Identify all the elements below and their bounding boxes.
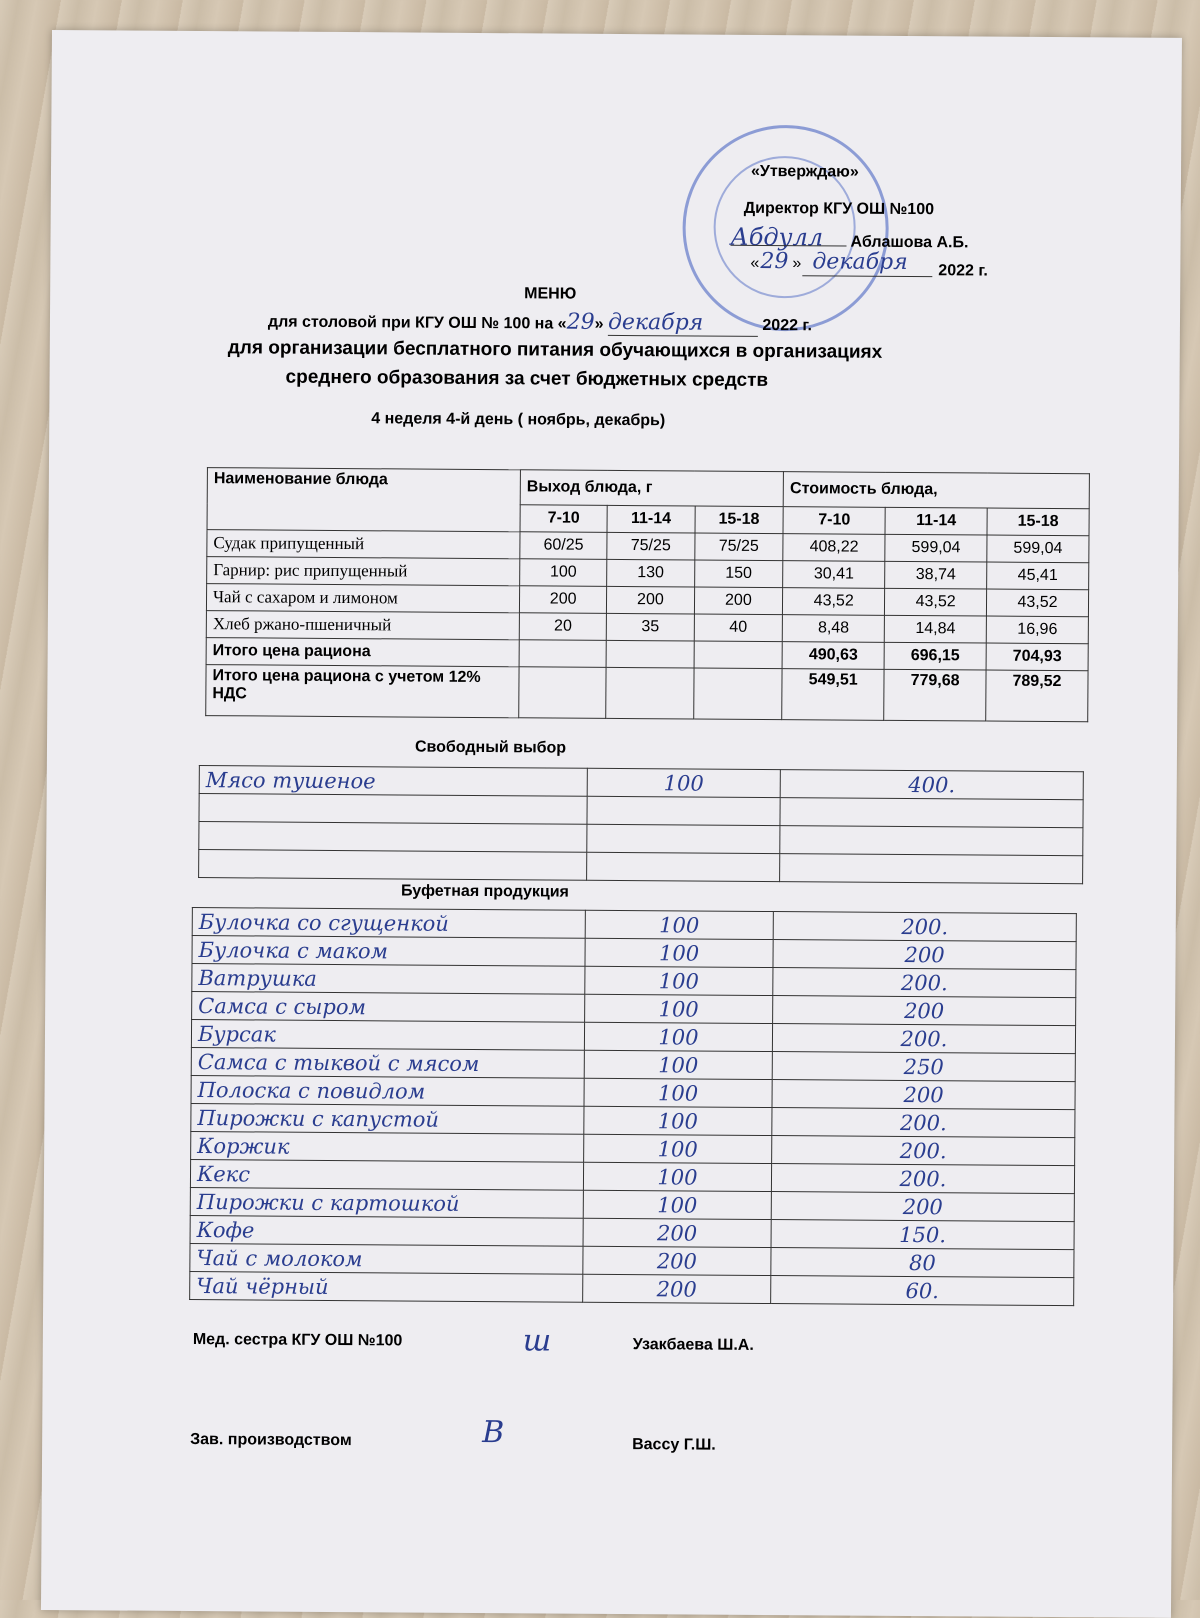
dish-name: Гарнир: рис припущенный	[207, 557, 520, 586]
buffet-item-price: 60.	[771, 1276, 1074, 1306]
cell: 200	[607, 586, 694, 614]
free-item-weight: 100	[587, 768, 780, 797]
buffet-item-weight: 100	[585, 938, 773, 967]
cell: 408,22	[783, 534, 885, 562]
buffet-table	[189, 907, 1077, 1306]
buffet-item-name: Чай с молоком	[190, 1243, 583, 1274]
approval-date-open: «	[750, 254, 760, 272]
buffet-item-name: Самса с тыквой с мясом	[191, 1047, 584, 1078]
approval-day: 29	[760, 248, 789, 275]
cell: 20	[519, 613, 606, 641]
header-line1-mid: »	[594, 315, 604, 333]
col-name-header: Наименование блюда	[207, 468, 520, 532]
cell: 35	[607, 613, 694, 641]
cell: 100	[520, 559, 607, 587]
total-vat-label: Итого цена рациона с учетом 12% НДС	[206, 665, 519, 718]
buffet-item-price: 80	[771, 1248, 1074, 1278]
header-line3: среднего образования за счет бюджетных средств	[285, 366, 769, 392]
buffet-item-price: 200.	[773, 912, 1076, 942]
buffet-item-price: 200.	[772, 1108, 1075, 1138]
buffet-item-price: 250	[772, 1052, 1075, 1082]
approval-position: Директор КГУ ОШ №100	[743, 199, 935, 219]
buffet-item-name: Кофе	[190, 1215, 583, 1246]
total-vat-value: 549,51	[782, 669, 884, 721]
cell: 40	[694, 614, 783, 642]
header-line1	[268, 308, 812, 338]
cell: 43,52	[783, 588, 885, 616]
cell: 75/25	[694, 533, 783, 561]
cell: 60/25	[520, 532, 607, 560]
free-item-price: 400.	[780, 770, 1083, 800]
nurse-label: Мед. сестра КГУ ОШ №100	[192, 1331, 403, 1350]
cell: 16,96	[986, 616, 1088, 644]
header-line4: 4 неделя 4-й день ( ноябрь, декабрь)	[371, 410, 666, 430]
buffet-item-weight: 100	[583, 1190, 771, 1219]
buffet-title: Буфетная продукция	[400, 882, 569, 901]
age-group: 11-14	[885, 507, 987, 535]
buffet-item-weight: 200	[583, 1218, 771, 1247]
buffet-item-price: 200	[773, 996, 1076, 1026]
buffet-item-price: 200.	[773, 968, 1076, 998]
cell: 14,84	[884, 615, 986, 643]
header-line1-prefix: для столовой при КГУ ОШ № 100 на «	[267, 313, 567, 333]
header-day: 29	[566, 309, 595, 335]
table-row	[199, 850, 1083, 884]
header-line2: для организации бесплатного питания обучающихся в организациях	[227, 337, 883, 363]
menu-table	[205, 467, 1090, 722]
cell: 8,48	[782, 615, 884, 643]
total-vat-row	[206, 665, 1088, 722]
approval-date-close: »	[792, 255, 802, 273]
dish-name: Хлеб ржано-пшеничный	[206, 611, 519, 640]
buffet-item-price: 150.	[771, 1220, 1074, 1250]
chef-name: Вассу Г.Ш.	[632, 1436, 716, 1454]
buffet-item-name: Пирожки с капустой	[191, 1103, 584, 1134]
cell: 30,41	[783, 561, 885, 589]
col-cost-header: Стоимость блюда,	[783, 472, 1089, 509]
total-value: 490,63	[782, 642, 884, 670]
total-value: 696,15	[884, 642, 986, 670]
header-month: декабря	[608, 310, 758, 337]
age-group: 7-10	[520, 505, 607, 533]
header-year: 2022 г.	[762, 316, 813, 335]
free-choice-table	[198, 765, 1084, 884]
buffet-item-price: 200	[771, 1192, 1074, 1222]
table-row	[190, 1271, 1074, 1305]
buffet-item-price: 200	[773, 940, 1076, 970]
buffet-item-name: Пирожки с картошкой	[190, 1187, 583, 1218]
cell: 75/25	[607, 532, 694, 560]
cell: 38,74	[885, 561, 987, 589]
free-choice-title: Свободный выбор	[414, 738, 567, 757]
buffet-item-name: Булочка со сгущенкой	[192, 908, 585, 939]
total-vat-value: 779,68	[884, 669, 986, 721]
buffet-item-name: Булочка с маком	[192, 936, 585, 967]
age-group: 15-18	[695, 506, 784, 534]
buffet-item-name: Бурсак	[191, 1019, 584, 1050]
buffet-item-weight: 100	[585, 994, 773, 1023]
dish-name: Судак припущенный	[207, 530, 520, 559]
buffet-item-weight: 100	[585, 966, 773, 995]
buffet-item-price: 200.	[772, 1136, 1075, 1166]
buffet-item-weight: 200	[583, 1274, 771, 1303]
approval-title: «Утверждаю»	[750, 162, 859, 181]
buffet-item-price: 200	[772, 1080, 1075, 1110]
buffet-item-weight: 200	[583, 1246, 771, 1275]
chef-label: Зав. производством	[190, 1430, 352, 1450]
total-label: Итого цена рациона	[206, 638, 519, 667]
total-value: 704,93	[986, 643, 1088, 671]
age-group: 15-18	[987, 508, 1089, 536]
director-signature: Абдулл	[730, 222, 824, 252]
cell: 599,04	[987, 535, 1089, 563]
age-group: 7-10	[783, 507, 885, 535]
buffet-item-price: 200.	[771, 1164, 1074, 1194]
nurse-signature: ш	[522, 1323, 552, 1359]
cell: 43,52	[986, 589, 1088, 617]
buffet-item-weight: 100	[583, 1162, 771, 1191]
dish-name: Чай с сахаром и лимоном	[206, 584, 519, 613]
free-item-name: Мясо тушеное	[199, 766, 587, 797]
cell: 200	[519, 586, 606, 614]
buffet-item-name: Полоска с повидлом	[191, 1075, 584, 1106]
total-vat-value: 789,52	[986, 670, 1088, 722]
cell: 43,52	[885, 588, 987, 616]
buffet-item-name: Ватрушка	[192, 964, 585, 995]
cell: 599,04	[885, 534, 987, 562]
cell: 45,41	[987, 562, 1089, 590]
nurse-name: Узакбаева Ш.А.	[632, 1336, 754, 1354]
buffet-item-weight: 100	[584, 1050, 772, 1079]
menu-document	[41, 30, 1182, 1618]
approval-month: декабря	[812, 249, 908, 275]
age-group: 11-14	[607, 505, 694, 533]
buffet-item-weight: 100	[584, 1078, 772, 1107]
buffet-item-name: Коржик	[191, 1131, 584, 1162]
buffet-item-weight: 100	[584, 1134, 772, 1163]
buffet-item-price: 200.	[772, 1024, 1075, 1054]
buffet-item-name: Чай чёрный	[190, 1271, 583, 1302]
approval-year: 2022 г.	[938, 262, 988, 280]
col-yield-header: Выход блюда, г	[520, 470, 783, 507]
cell: 150	[694, 560, 783, 588]
table-header-row	[207, 468, 1089, 509]
buffet-item-weight: 100	[584, 1106, 772, 1135]
cell: 200	[694, 587, 783, 615]
buffet-item-name: Кекс	[190, 1159, 583, 1190]
approval-name: Аблашова А.Б.	[850, 233, 969, 252]
buffet-item-weight: 100	[584, 1022, 772, 1051]
buffet-item-weight: 100	[585, 910, 773, 939]
chef-signature: В	[482, 1415, 505, 1451]
cell: 130	[607, 559, 694, 587]
menu-title: МЕНЮ	[524, 285, 577, 303]
buffet-item-name: Самса с сыром	[192, 991, 585, 1022]
